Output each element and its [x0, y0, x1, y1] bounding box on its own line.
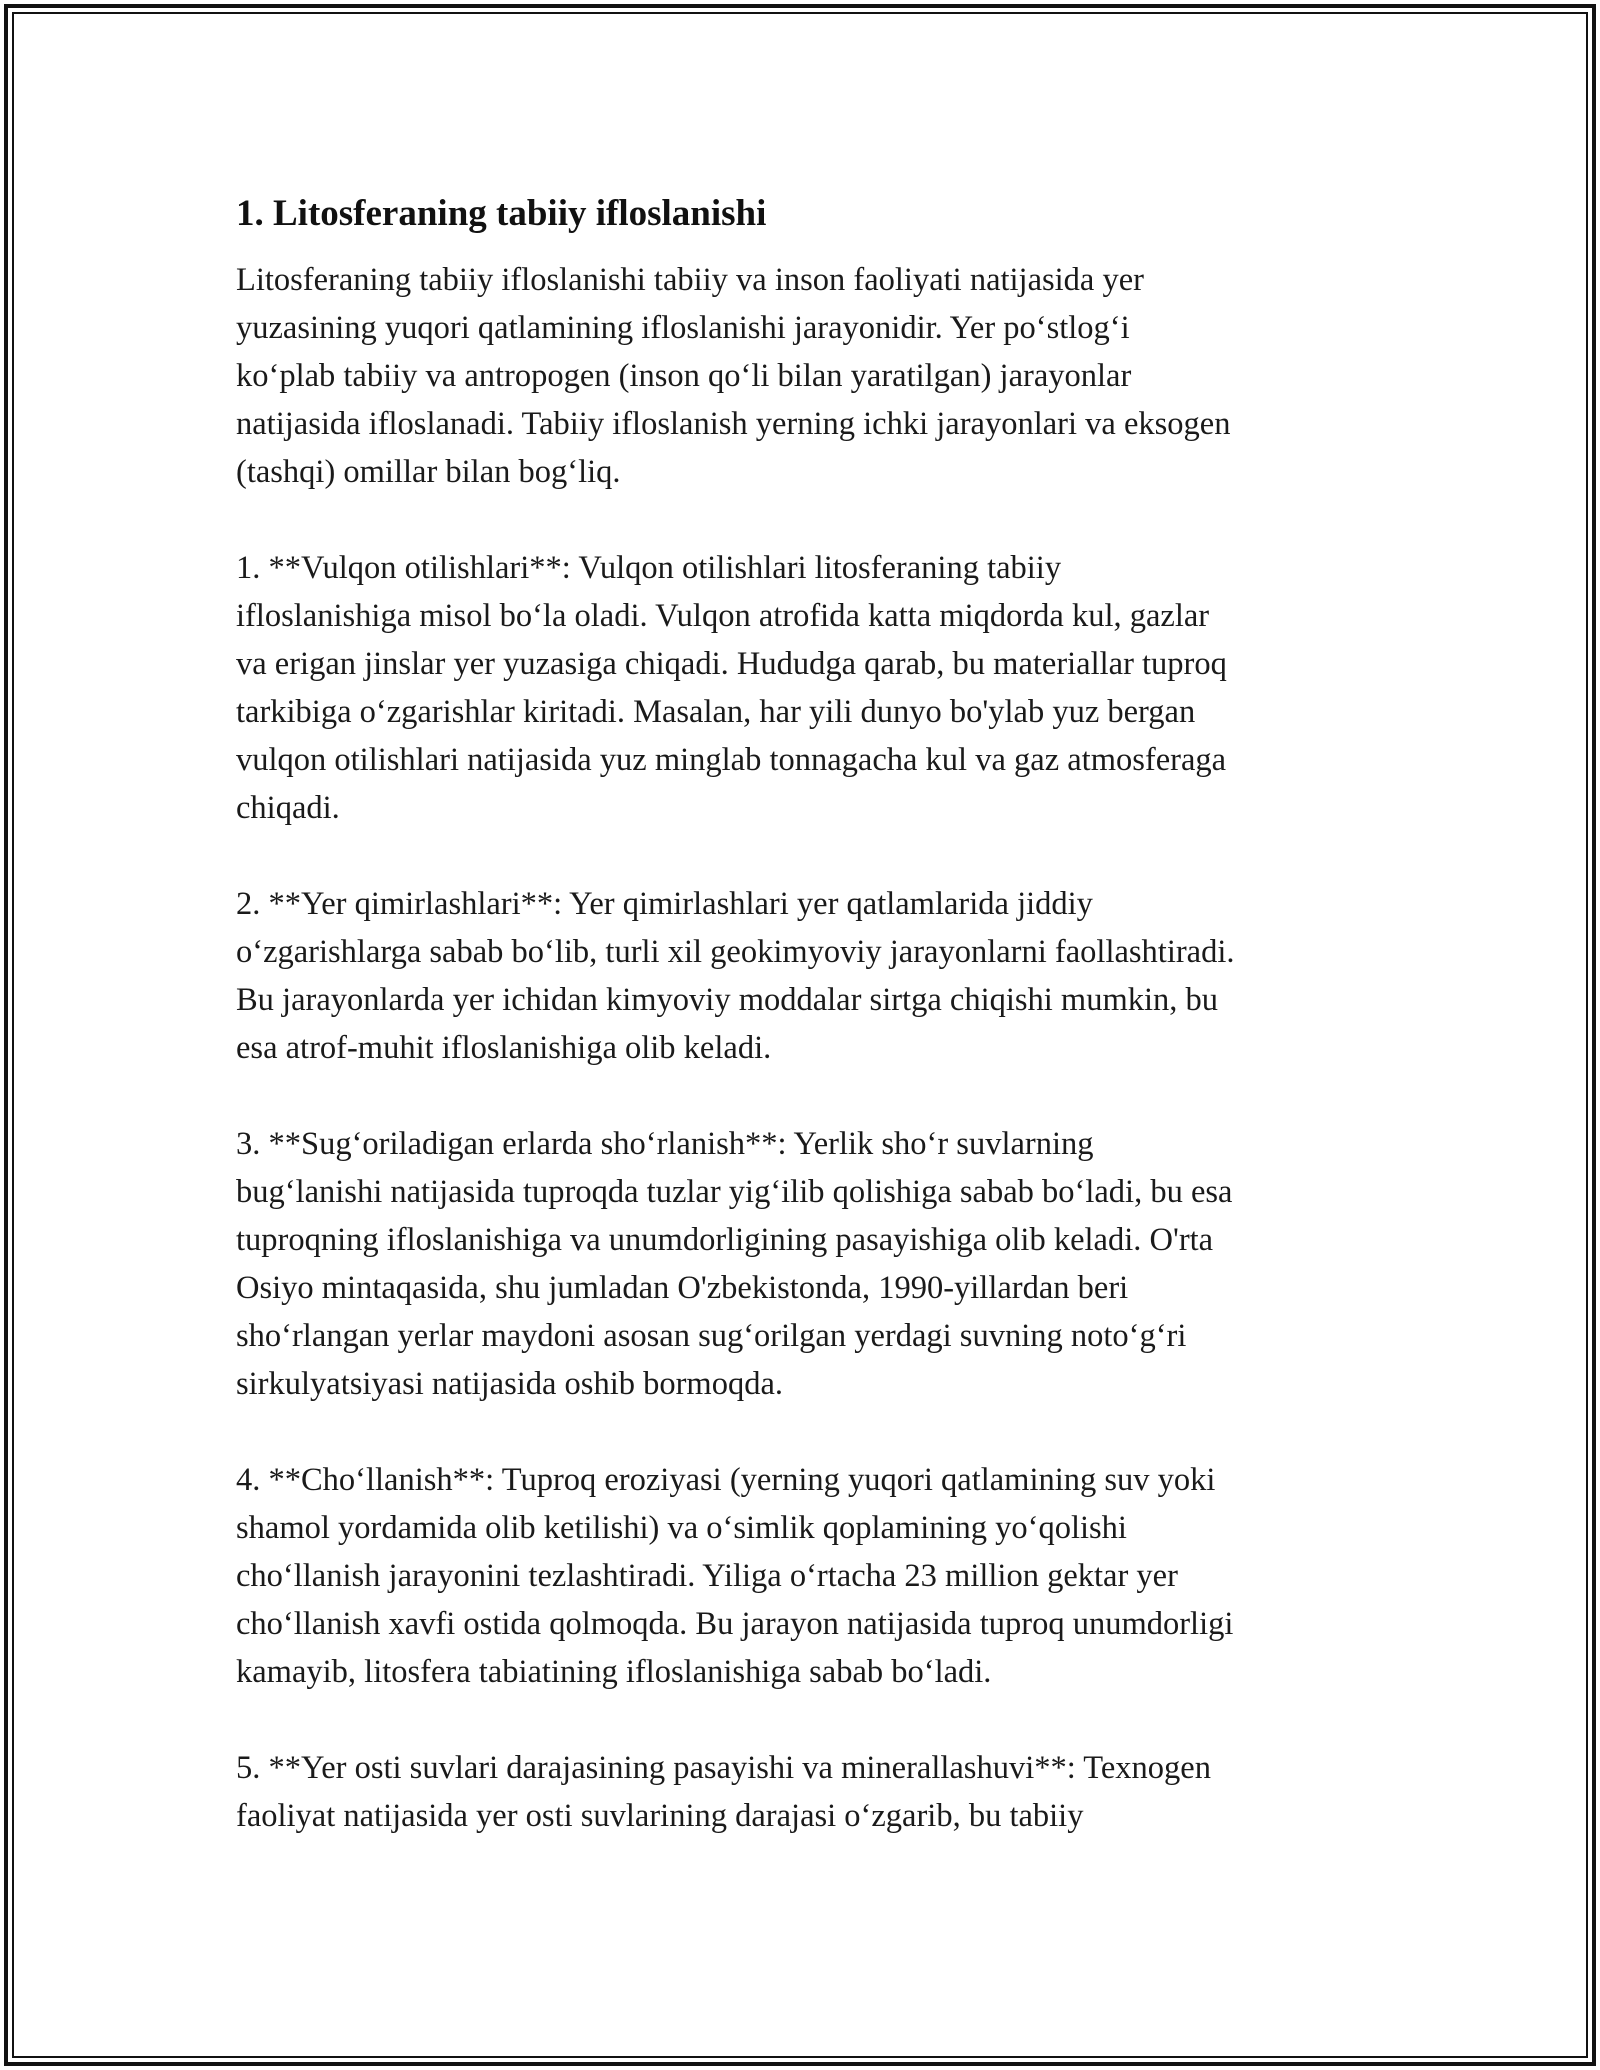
- paragraph-groundwater: [236, 1744, 1376, 1840]
- text-line: tuproqning ifloslanishiga va unumdorligining pasayishiga olib keladi. O'rta: [236, 1222, 1214, 1258]
- text-line: bug‘lanishi natijasida tuproqda tuzlar yig‘ilib qolishiga sabab bo‘ladi, bu esa: [236, 1174, 1233, 1210]
- text-line: chiqadi.: [236, 790, 340, 826]
- paragraph-salinization: [236, 1120, 1376, 1408]
- text-line: ifloslanishiga misol bo‘la oladi. Vulqon atrofida katta miqdorda kul, gazlar: [236, 598, 1210, 634]
- paragraph-earthquakes: [236, 880, 1376, 1072]
- document-title: 1. Litosferaning tabiiy ifloslanishi: [236, 193, 767, 234]
- text-line: faoliyat natijasida yer osti suvlarining darajasi o‘zgarib, bu tabiiy: [236, 1798, 1084, 1834]
- text-line: sho‘rlangan yerlar maydoni asosan sug‘orilgan yerdagi suvning noto‘g‘ri: [236, 1318, 1187, 1354]
- text-line: cho‘llanish jarayonini tezlashtiradi. Yiliga o‘rtacha 23 million gektar yer: [236, 1558, 1178, 1594]
- text-line: 2. **Yer qimirlashlari**: Yer qimirlashlari yer qatlamlarida jiddiy: [236, 886, 1093, 922]
- text-line: shamol yordamida olib ketilishi) va o‘simlik qoplamining yo‘qolishi: [236, 1510, 1127, 1546]
- text-line: kamayib, litosfera tabiatining ifloslanishiga sabab bo‘ladi.: [236, 1654, 992, 1690]
- text-line: (tashqi) omillar bilan bog‘liq.: [236, 454, 621, 490]
- text-line: cho‘llanish xavfi ostida qolmoqda. Bu jarayon natijasida tuproq unumdorligi: [236, 1606, 1234, 1642]
- text-line: yuzasining yuqori qatlamining ifloslanishi jarayonidir. Yer po‘stlog‘i: [236, 310, 1130, 346]
- text-line: o‘zgarishlarga sabab bo‘lib, turli xil geokimyoviy jarayonlarni faollashtiradi.: [236, 934, 1235, 970]
- paragraph-volcanic-eruptions: [236, 544, 1376, 832]
- document-body: [236, 186, 1376, 1840]
- text-line: natijasida ifloslanadi. Tabiiy ifloslanish yerning ichki jarayonlari va eksogen: [236, 406, 1231, 442]
- text-line: 3. **Sug‘oriladigan erlarda sho‘rlanish**: Yerlik sho‘r suvlarning: [236, 1126, 1094, 1162]
- paragraph-desertification: [236, 1456, 1376, 1696]
- text-line: vulqon otilishlari natijasida yuz minglab tonnagacha kul va gaz atmosferaga: [236, 742, 1227, 778]
- text-line: esa atrof-muhit ifloslanishiga olib keladi.: [236, 1030, 772, 1066]
- text-line: 1. **Vulqon otilishlari**: Vulqon otilishlari litosferaning tabiiy: [236, 550, 1062, 586]
- text-line: ko‘plab tabiiy va antropogen (inson qo‘li bilan yaratilgan) jarayonlar: [236, 358, 1132, 394]
- paragraph-intro: [236, 256, 1376, 496]
- text-line: sirkulyatsiyasi natijasida oshib bormoqda.: [236, 1366, 784, 1402]
- text-line: va erigan jinslar yer yuzasiga chiqadi. Hududga qarab, bu materiallar tuproq: [236, 646, 1227, 682]
- text-line: Bu jarayonlarda yer ichidan kimyoviy moddalar sirtga chiqishi mumkin, bu: [236, 982, 1219, 1018]
- text-line: Osiyo mintaqasida, shu jumladan O'zbekistonda, 1990-yillardan beri: [236, 1270, 1129, 1306]
- text-line: 4. **Cho‘llanish**: Tuproq eroziyasi (yerning yuqori qatlamining suv yoki: [236, 1462, 1216, 1498]
- text-line: Litosferaning tabiiy ifloslanishi tabiiy va inson faoliyati natijasida yer: [236, 262, 1144, 298]
- text-line: 5. **Yer osti suvlari darajasining pasayishi va minerallashuvi**: Texnogen: [236, 1750, 1211, 1786]
- text-line: tarkibiga o‘zgarishlar kiritadi. Masalan, har yili dunyo bo'ylab yuz bergan: [236, 694, 1196, 730]
